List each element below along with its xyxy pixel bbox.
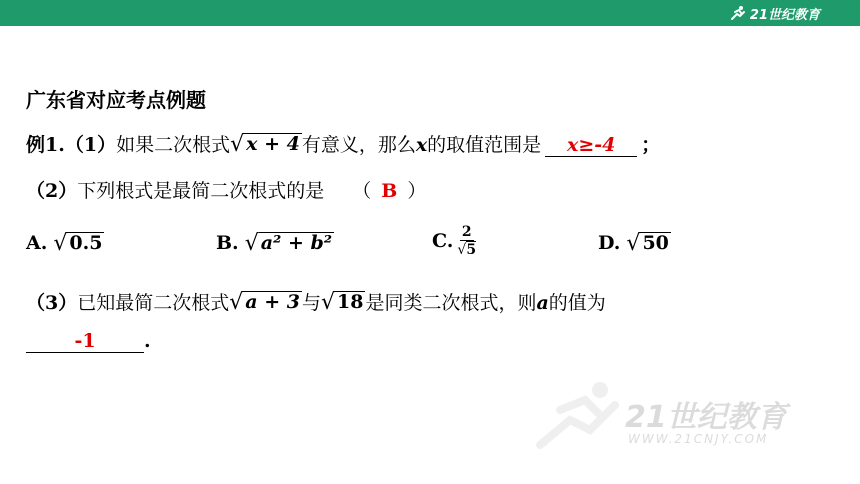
- paren-open: （: [352, 180, 372, 202]
- option-b: B. √ a² + b²: [216, 230, 333, 256]
- watermark-url: WWW.21CNJY.COM: [628, 432, 769, 446]
- fraction: $\frac{2}{√5}$: [457, 224, 477, 258]
- answer-2: B: [381, 180, 398, 202]
- page-heading: 广东省对应考点例题: [26, 88, 206, 112]
- q1-text-a: 如果二次根式: [116, 134, 231, 156]
- q2-text: 下列根式是最简二次根式的是: [77, 180, 325, 202]
- logo-text: 21世纪教育: [749, 7, 820, 23]
- question-2: [26, 176, 426, 203]
- brand-logo: [729, 3, 820, 23]
- option-c: C. $\frac{2}{√5}$: [432, 224, 477, 258]
- example-label: 例1.: [26, 134, 65, 156]
- sqrt-expression: √ 50: [626, 230, 669, 256]
- question-3-answer-line: [26, 330, 151, 353]
- paren-close: ）: [407, 180, 427, 202]
- sqrt-expression: √ a² + b²: [244, 230, 333, 256]
- part-label: （1）: [64, 134, 117, 156]
- answer-3: -1: [74, 330, 96, 352]
- q3-tail: .: [144, 330, 151, 352]
- sqrt-expression: √ a + 3: [229, 290, 300, 315]
- sqrt-expression: √ 0.5: [53, 230, 103, 256]
- q1-tail: ；: [641, 134, 661, 156]
- variable-a: a: [536, 292, 549, 314]
- sqrt-expression: √ 18: [320, 290, 364, 315]
- part-label: （2）: [26, 180, 78, 202]
- q3-text-a: 已知最简二次根式: [77, 292, 230, 314]
- q1-text-b: 有意义，那么: [301, 134, 416, 156]
- q3-text-b: 与: [301, 292, 321, 314]
- q3-text-c: 是同类二次根式，则: [365, 292, 537, 314]
- part-label: （3）: [26, 292, 78, 314]
- answer-blank: [26, 330, 144, 353]
- answer-1: x≥-4: [567, 134, 616, 156]
- runner-icon: [729, 5, 747, 21]
- q1-text-c: 的取值范围是: [427, 134, 542, 156]
- question-3: [26, 288, 606, 315]
- option-d: D. √ 50: [598, 230, 669, 256]
- answer-blank: [545, 134, 637, 157]
- sqrt-expression: √ x + 4: [230, 132, 300, 157]
- variable-x: x: [415, 134, 428, 156]
- q3-text-d: 的值为: [548, 292, 606, 314]
- top-bar: [0, 0, 860, 26]
- question-1: [26, 130, 660, 157]
- watermark-text: 21世纪教育: [625, 400, 787, 435]
- option-a: A. √ 0.5: [26, 230, 103, 256]
